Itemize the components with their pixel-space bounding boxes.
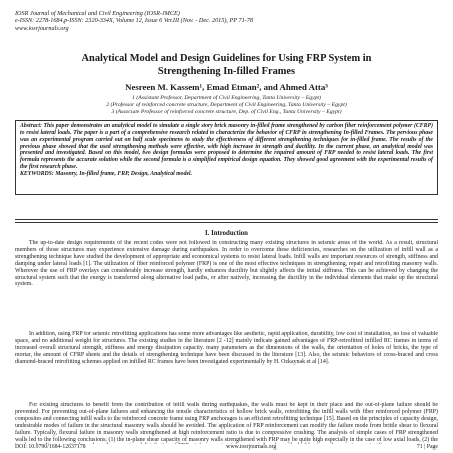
keywords-label: KEYWORDS:	[20, 170, 54, 177]
divider-top	[15, 219, 438, 220]
keywords-line	[20, 171, 433, 178]
paragraph-3	[15, 402, 438, 444]
divider-bottom	[15, 222, 438, 223]
affiliations	[0, 95, 453, 116]
title-line-2: Strengthening In-filled Frames	[157, 65, 296, 77]
journal-url[interactable]: www.iosrjournals.org	[15, 24, 69, 32]
journal-header	[15, 10, 253, 32]
affiliation-2: 2 (Professor of reinforced concrete structure, Department of Civil Engineering, Tanta University – Egypt)	[106, 101, 347, 108]
affiliation-3: 3 (Associate Professor of reinforced concrete structure, Dep. of Civil Eng., Tanta University – Egypt)	[111, 108, 342, 115]
title-line-1: Analytical Model and Design Guidelines for Using FRP System in	[81, 53, 372, 64]
affiliation-1: 1 (Assistant Professor, Department of Civil Engineering, Tanta University – Egypt)	[132, 95, 321, 101]
paragraph-1	[15, 240, 438, 324]
abstract-label: Abstract:	[20, 123, 42, 129]
keywords-text: Masonry, In-filled frame, FRP, Design, Analytical model.	[55, 170, 193, 177]
abstract-text: This paper demonstrates an analytical model to simulate a single story brick masonry in-filled frame strengthened by carbon fiber reinforcement polymer (CFRP) to resist lateral loads. The paper is a part of a comprehensive research related to characterize the behavior of CFRP in strengthening In-filled Frames. The pervious phase was an experimental program carried out on half scale specimens to study the effectiveness of different strengthening techniques for in-filled frame. The results of the previous phase showed that the used strengthening methods were effective, with high increase in strength and ductility. In the current phase, an analytical model was presented and investigated. Based on this model, two design formulas were proposed to determine the required amount of FRP needed to resist lateral loads. The first formula represents the accurate solution while the second formula is a simplified empirical design equation. They showed good agreement with the experimental results of the first research phase.	[20, 123, 433, 171]
journal-issn: e-ISSN: 2278-1684,p-ISSN: 2320-334X, Volume 12, Issue 6 Ver.III (Nov. - Dec. 2015), PP 71-78	[15, 17, 253, 25]
footer-doi: DOI: 10.9790/1684-12637178	[15, 444, 86, 450]
paragraph-1-text: The up-to-date design requirements of the recent codes were not followed in constructing many existing structures in seismic areas of the world. As a result, structural members of those structures may experience extensive damage during earthquakes. In order to overcome these deficiencies, researches on the utilization of infill wall as a strengthening technique have studied the development of appropriate and economical systems to resist lateral loads. Infill walls are important resources of strength, stiffness and damping under lateral loads [1]. The utilization of fiber reinforced polymer (FRP) is one of the most effective techniques in strengthening, repair and retrofitting masonry walls. Wherever the use of FRP overlays can considerably increase strength, hardly enhances ductility but slightly affects the initial stiffness. This can be achieved by changing the structural system such that the energy is transferred along alternative load paths, or after natively, increasing the ductility in the individual elements that make up the structural system.	[15, 240, 438, 288]
paragraph-2-text: In addition, using FRP for seismic retrofitting applications has some more advantages like aesthetic, rapid application, durability, low cost of installation, no loss of valuable space, and no additional weight for structures. The existing studies in the literature [2 -12] mainly indicate gained advantages of FRP-retrofitted infilled RC frames in terms of increased overall structural strength, stiffness and energy dissipation capacity. many parameters as the dimensions of the walls, the orientation of holes of bricks, the type of mortar, the amount of CFRP sheets and the details of strengthening technique have been discussed in the literature [13]. Also, the seismic behaviors of cross-braced and cross diamond-braced retrofitting schemes applied on infilled RC frames have been investigated experimentally by H. Ozkaynak et al [14].	[15, 331, 438, 365]
page-footer	[15, 444, 438, 450]
section-heading: I. Introduction	[205, 230, 248, 237]
footer-site[interactable]: www.iosrjournals.org	[226, 444, 277, 450]
abstract-box	[15, 120, 438, 195]
paper-title	[0, 53, 453, 78]
paragraph-2	[15, 331, 438, 395]
journal-name: IOSR Journal of Mechanical and Civil Engineering (IOSR-JMCE)	[15, 10, 180, 17]
paragraph-3-text: For existing structures to benefit from the contribution of infill walls during earthquakes, the walls must be kept in their place and the out-of-plane failure should be prevented. For preventing out-of-plane failures and enhancing the tensile characteristics of hollow brick walls, retrofitting the infill walls with fiber reinforced polymer (FRP) composites and connecting infill walls to the reinforced concrete frame using FRP anchorages is an efficient retrofitting technique [15]. Based on the principles of capacity design, undesirable modes of failure in the structural masonry walls should be avoided. The application of FRP reinforcement can modify the failure mode from brittle shear to flexural failure. Typically, flexural failure in masonry walls strengthened at high reinforcement ratio is due to compressive crushing. The analysis of simple cases of FRP strengthened walls led to the following conclusions; (1) the in-plane shear capacity of masonry walls strengthened with FRP may be quite high especially in the case of low axial loads, (2) the	[15, 402, 438, 443]
footer-page: 71 | Page	[416, 444, 438, 450]
author-list: Nesreen M. Kassem¹, Emad Etman², and Ahmed Atta³	[125, 82, 328, 92]
